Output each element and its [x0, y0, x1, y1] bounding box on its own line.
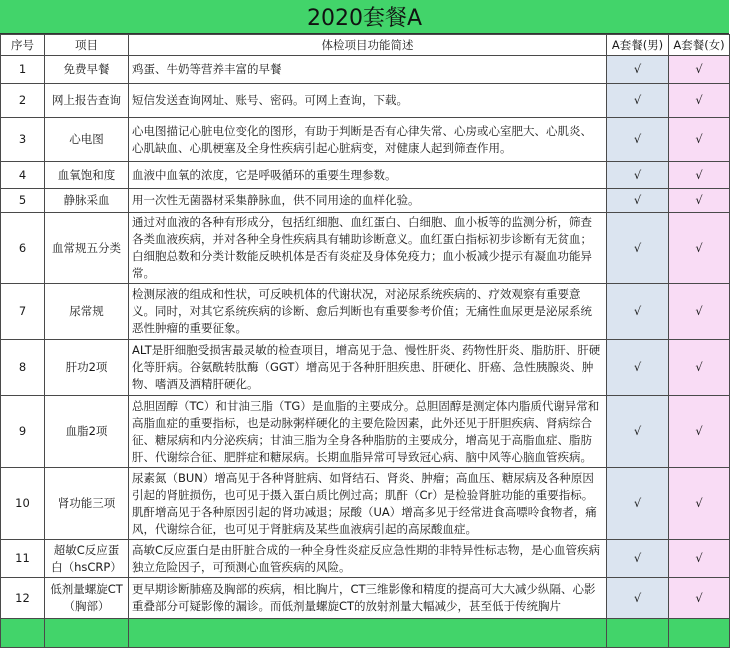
male-check: √ [607, 162, 669, 189]
female-check: √ [669, 284, 730, 340]
row-number: 1 [1, 56, 45, 84]
female-check: √ [669, 118, 730, 162]
female-check: √ [669, 578, 730, 619]
female-check: √ [669, 468, 730, 540]
footer-cell [607, 619, 669, 648]
item-name: 血氧饱和度 [45, 162, 129, 189]
row-number: 4 [1, 162, 45, 189]
item-description: 血液中血氧的浓度，它是呼吸循环的重要生理参数。 [129, 162, 607, 189]
female-check: √ [669, 396, 730, 468]
row-number: 10 [1, 468, 45, 540]
table-row [1, 189, 730, 213]
table-row [1, 162, 730, 189]
item-description: 通过对血液的各种有形成分，包括红细胞、血红蛋白、白细胞、血小板等的监测分析，筛查各类血液疾病，并对各种全身性疾病具有辅助诊断意义。血红蛋白指标初步诊断有无贫血；白细胞总数和分类计数能反映机体是否有炎症及身体免疫力；血小板减少提示有凝血功能异常。 [129, 213, 607, 284]
table-row [1, 213, 730, 284]
table-row [1, 118, 730, 162]
header-male: A套餐(男) [607, 35, 669, 56]
footer-cell [669, 619, 730, 648]
male-check: √ [607, 540, 669, 578]
female-check: √ [669, 189, 730, 213]
item-name: 超敏C反应蛋白（hsCRP） [45, 540, 129, 578]
row-number: 8 [1, 340, 45, 396]
female-check: √ [669, 213, 730, 284]
footer-cell [129, 619, 607, 648]
item-name: 尿常规 [45, 284, 129, 340]
row-number: 9 [1, 396, 45, 468]
package-table [0, 34, 730, 648]
item-description: ALT是肝细胞受损害最灵敏的检查项目，增高见于急、慢性肝炎、药物性肝炎、脂肪肝、肝硬化等肝病。谷氨酰转肽酶（GGT）增高见于各种肝胆疾患、肝硬化、肝癌、急性胰腺炎、肿物、嗜酒及酒精肝硬化。 [129, 340, 607, 396]
item-description: 用一次性无菌器材采集静脉血，供不同用途的血样化验。 [129, 189, 607, 213]
item-description: 高敏C反应蛋白是由肝脏合成的一种全身性炎症反应急性期的非特异性标志物，是心血管疾病独立危险因子，可预测心血管疾病的风险。 [129, 540, 607, 578]
male-check: √ [607, 578, 669, 619]
item-description: 检测尿液的组成和性状，可反映机体的代谢状况，对泌尿系统疾病的、疗效观察有重要意义。同时，对其它系统疾病的诊断、愈后判断也有重要参考价值；无痛性血尿更是泌尿系统恶性肿瘤的重要征象。 [129, 284, 607, 340]
table-row [1, 84, 730, 118]
header-description: 体检项目功能简述 [129, 35, 607, 56]
female-check: √ [669, 340, 730, 396]
male-check: √ [607, 189, 669, 213]
table-row [1, 540, 730, 578]
row-number: 12 [1, 578, 45, 619]
row-number: 11 [1, 540, 45, 578]
item-description: 更早期诊断肺癌及胸部的疾病，相比胸片，CT三维影像和精度的提高可大大减少纵隔、心影重叠部分可疑影像的漏诊。而低剂量螺旋CT的放射剂量大幅减少，甚至低于传统胸片 [129, 578, 607, 619]
row-number: 3 [1, 118, 45, 162]
item-name: 免费早餐 [45, 56, 129, 84]
header-no: 序号 [1, 35, 45, 56]
table-row [1, 284, 730, 340]
female-check: √ [669, 84, 730, 118]
item-description: 短信发送查询网址、账号、密码。可网上查询，下载。 [129, 84, 607, 118]
female-check: √ [669, 56, 730, 84]
footer-cell [45, 619, 129, 648]
male-check: √ [607, 118, 669, 162]
sheet-title: 2020套餐A [0, 0, 729, 34]
male-check: √ [607, 396, 669, 468]
item-name: 肝功2项 [45, 340, 129, 396]
row-number: 2 [1, 84, 45, 118]
table-row [1, 396, 730, 468]
male-check: √ [607, 84, 669, 118]
row-number: 7 [1, 284, 45, 340]
male-check: √ [607, 213, 669, 284]
header-female: A套餐(女) [669, 35, 730, 56]
table-row [1, 578, 730, 619]
header-row [1, 35, 730, 56]
male-check: √ [607, 468, 669, 540]
footer-row [1, 619, 730, 648]
item-name: 网上报告查询 [45, 84, 129, 118]
row-number: 5 [1, 189, 45, 213]
item-name: 血常规五分类 [45, 213, 129, 284]
male-check: √ [607, 56, 669, 84]
item-name: 静脉采血 [45, 189, 129, 213]
item-name: 低剂量螺旋CT（胸部） [45, 578, 129, 619]
item-description: 鸡蛋、牛奶等营养丰富的早餐 [129, 56, 607, 84]
male-check: √ [607, 284, 669, 340]
item-description: 尿素氮（BUN）增高见于各种肾脏病、如肾结石、肾炎、肿瘤；高血压、糖尿病及各种原因引起的肾脏损伤，也可见于摄入蛋白质比例过高；肌酐（Cr）是检验肾脏功能的重要指标。肌酐增高见于各种原因引起的肾功减退；尿酸（UA）增高多见于经常进食高嘌呤食物者，痛风，代谢综合征，也可见于肾脏病及某些血液病引起的高尿酸血症。 [129, 468, 607, 540]
header-item: 项目 [45, 35, 129, 56]
male-check: √ [607, 340, 669, 396]
item-description: 总胆固醇（TC）和甘油三脂（TG）是血脂的主要成分。总胆固醇是测定体内脂质代谢异常和高脂血症的重要指标，也是动脉粥样硬化的主要危险因素，此外还见于肝胆疾病、肾病综合征、糖尿病和内分泌疾病；甘油三脂为全身各种脂肪的主要成分，增高见于高脂血症、脂肪肝、代谢综合征、肥胖症和糖尿病。长期血脂异常可导致冠心病、脑中风等心脑血管疾病。 [129, 396, 607, 468]
table-row [1, 468, 730, 540]
row-number: 6 [1, 213, 45, 284]
female-check: √ [669, 162, 730, 189]
item-name: 肾功能三项 [45, 468, 129, 540]
female-check: √ [669, 540, 730, 578]
table-row [1, 340, 730, 396]
item-name: 血脂2项 [45, 396, 129, 468]
table-row [1, 56, 730, 84]
footer-cell [1, 619, 45, 648]
item-description: 心电图描记心脏电位变化的图形，有助于判断是否有心律失常、心房或心室肥大、心肌炎、心肌缺血、心肌梗塞及全身性疾病引起心脏病变，对健康人起到筛查作用。 [129, 118, 607, 162]
item-name: 心电图 [45, 118, 129, 162]
